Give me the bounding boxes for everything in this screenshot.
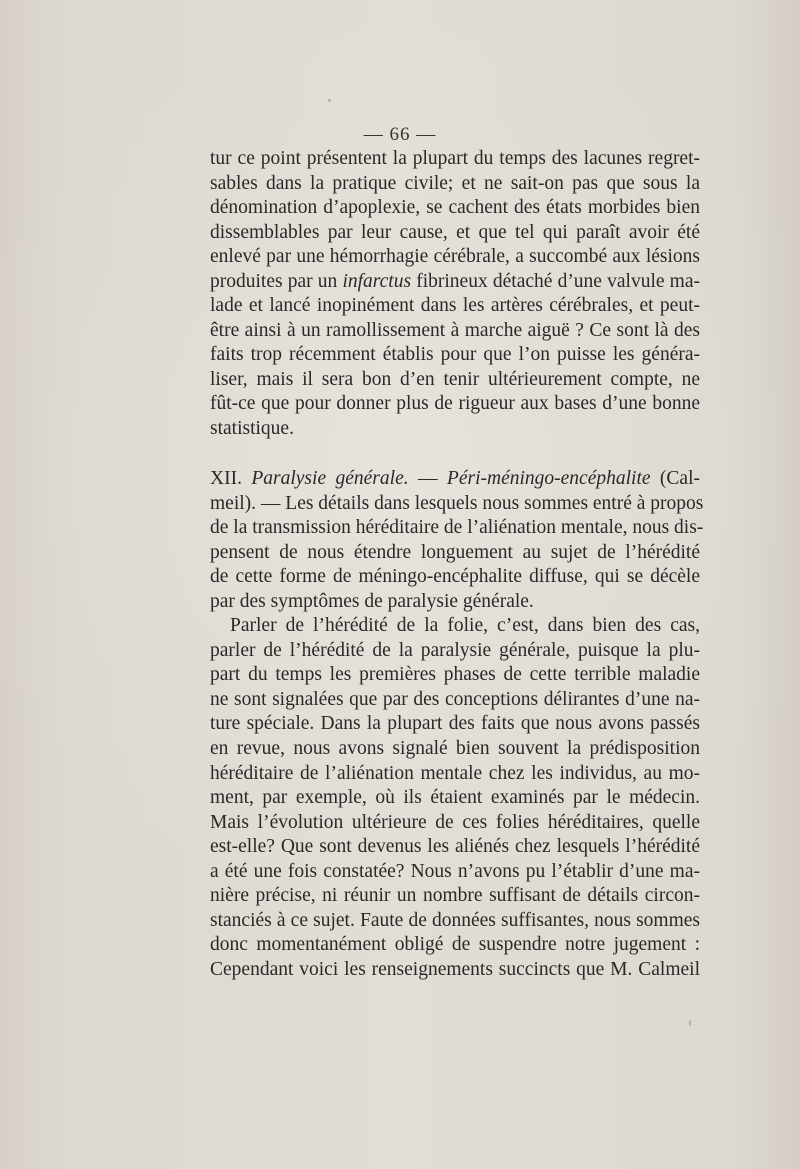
paragraph-3-line-5: ture spéciale. Dans la plupart des faits que nous avons passés	[210, 713, 700, 735]
infarctus-term: infarctus	[342, 270, 412, 292]
page-number: — 66 —	[363, 124, 437, 145]
paragraph-1-line-2: sables dans la pratique civile; et ne sait-on pas que sous la	[210, 172, 700, 194]
section-title-separator: —	[408, 468, 447, 489]
section-xii-heading-line	[210, 467, 700, 492]
paragraph-1-line-6	[210, 270, 700, 295]
paragraph-1-line-9: faits trop récemment établis pour que l’on puisse les généra-	[210, 344, 700, 366]
paragraph-1-line-4: dissemblables par leur cause, et que tel qui paraît avoir été	[210, 221, 700, 243]
paragraph-1-line-1: tur ce point présentent la plupart du temps des lacunes regret-	[210, 148, 700, 169]
paragraph-1-line-6-end: fibrineux détaché d’une valvule ma-	[411, 270, 700, 292]
paragraph-1-line-5: enlevé par une hémorrhagie cérébrale, a succombé aux lésions	[210, 246, 700, 268]
paragraph-3-line-3: part du temps les premières phases de cette terrible maladie	[210, 664, 700, 686]
paragraph-3-line-6: en revue, nous avons signalé bien souvent la prédisposition	[210, 738, 700, 760]
paragraph-3-line-12: nière précise, ni réunir un nombre suffisant de détails circon-	[210, 885, 700, 907]
paragraph-3-line-1: Parler de l’hérédité de la folie, c’est, dans bien des cas,	[230, 615, 700, 637]
section-title-peri-meningo-encephalite: Péri-méningo-encéphalite	[446, 468, 651, 489]
section-number: XII.	[210, 468, 252, 489]
paragraph-1-line-6-start: produites par un	[210, 270, 343, 292]
margin-speck	[689, 1020, 691, 1026]
paragraph-1-line-12: statistique.	[210, 418, 294, 440]
section-title-paralysie-generale: Paralysie générale.	[251, 468, 409, 489]
paragraph-1-line-11: fût-ce que pour donner plus de rigueur aux bases d’une bonne	[210, 393, 700, 415]
paragraph-1-line-7: lade et lancé inopinément dans les artères cérébrales, et peut-	[210, 295, 700, 317]
paragraph-3-line-7: héréditaire de l’aliénation mentale chez les individus, au mo-	[210, 762, 700, 784]
paragraph-3-line-2: parler de l’hérédité de la paralysie générale, puisque la plu-	[210, 639, 700, 661]
section-xii-line-3: de la transmission héréditaire de l’aliénation mentale, nous dis-	[210, 517, 704, 539]
paragraph-3-line-8: ment, par exemple, où ils étaient examinés par le médecin.	[210, 787, 700, 809]
paragraph-3-line-10: est-elle? Que sont devenus les aliénés chez lesquels l’hérédité	[210, 836, 700, 858]
paragraph-3-line-13: stanciés à ce sujet. Faute de données suffisantes, nous sommes	[210, 909, 700, 931]
paragraph-1-line-10: liser, mais il sera bon d’en tenir ultérieurement compte, ne	[210, 368, 700, 390]
section-xii	[210, 467, 704, 982]
paragraph-3-line-15: Cependant voici les renseignements succincts que M. Calmeil	[210, 958, 700, 980]
section-xii-line-6: par des symptômes de paralysie générale.	[210, 590, 534, 612]
paragraph-3-line-9: Mais l’évolution ultérieure de ces folies héréditaires, quelle	[210, 811, 700, 833]
paragraph-3-line-14: donc momentanément obligé de suspendre notre jugement :	[210, 934, 700, 956]
paragraph-continuation	[210, 147, 700, 442]
small-print-speck	[328, 99, 331, 102]
section-xii-line-5: de cette forme de méningo-encéphalite diffuse, qui se décèle	[210, 566, 700, 588]
paragraph-3-line-4: ne sont signalées que par des conceptions délirantes d’une na-	[210, 688, 700, 710]
paragraph-3-line-11: a été une fois constatée? Nous n’avons pu l’établir d’une ma-	[210, 860, 700, 882]
section-xii-line-4: pensent de nous étendre longuement au sujet de l’hérédité	[210, 541, 700, 563]
section-xii-line-2: meil). — Les détails dans lesquels nous sommes entré à propos	[210, 492, 704, 514]
paragraph-1-line-8: être ainsi à un ramollissement à marche aiguë ? Ce sont là des	[210, 319, 700, 341]
section-title-suffix: (Cal-	[650, 468, 700, 489]
paragraph-1-line-3: dénomination d’apoplexie, se cachent des états morbides bien	[210, 197, 700, 219]
